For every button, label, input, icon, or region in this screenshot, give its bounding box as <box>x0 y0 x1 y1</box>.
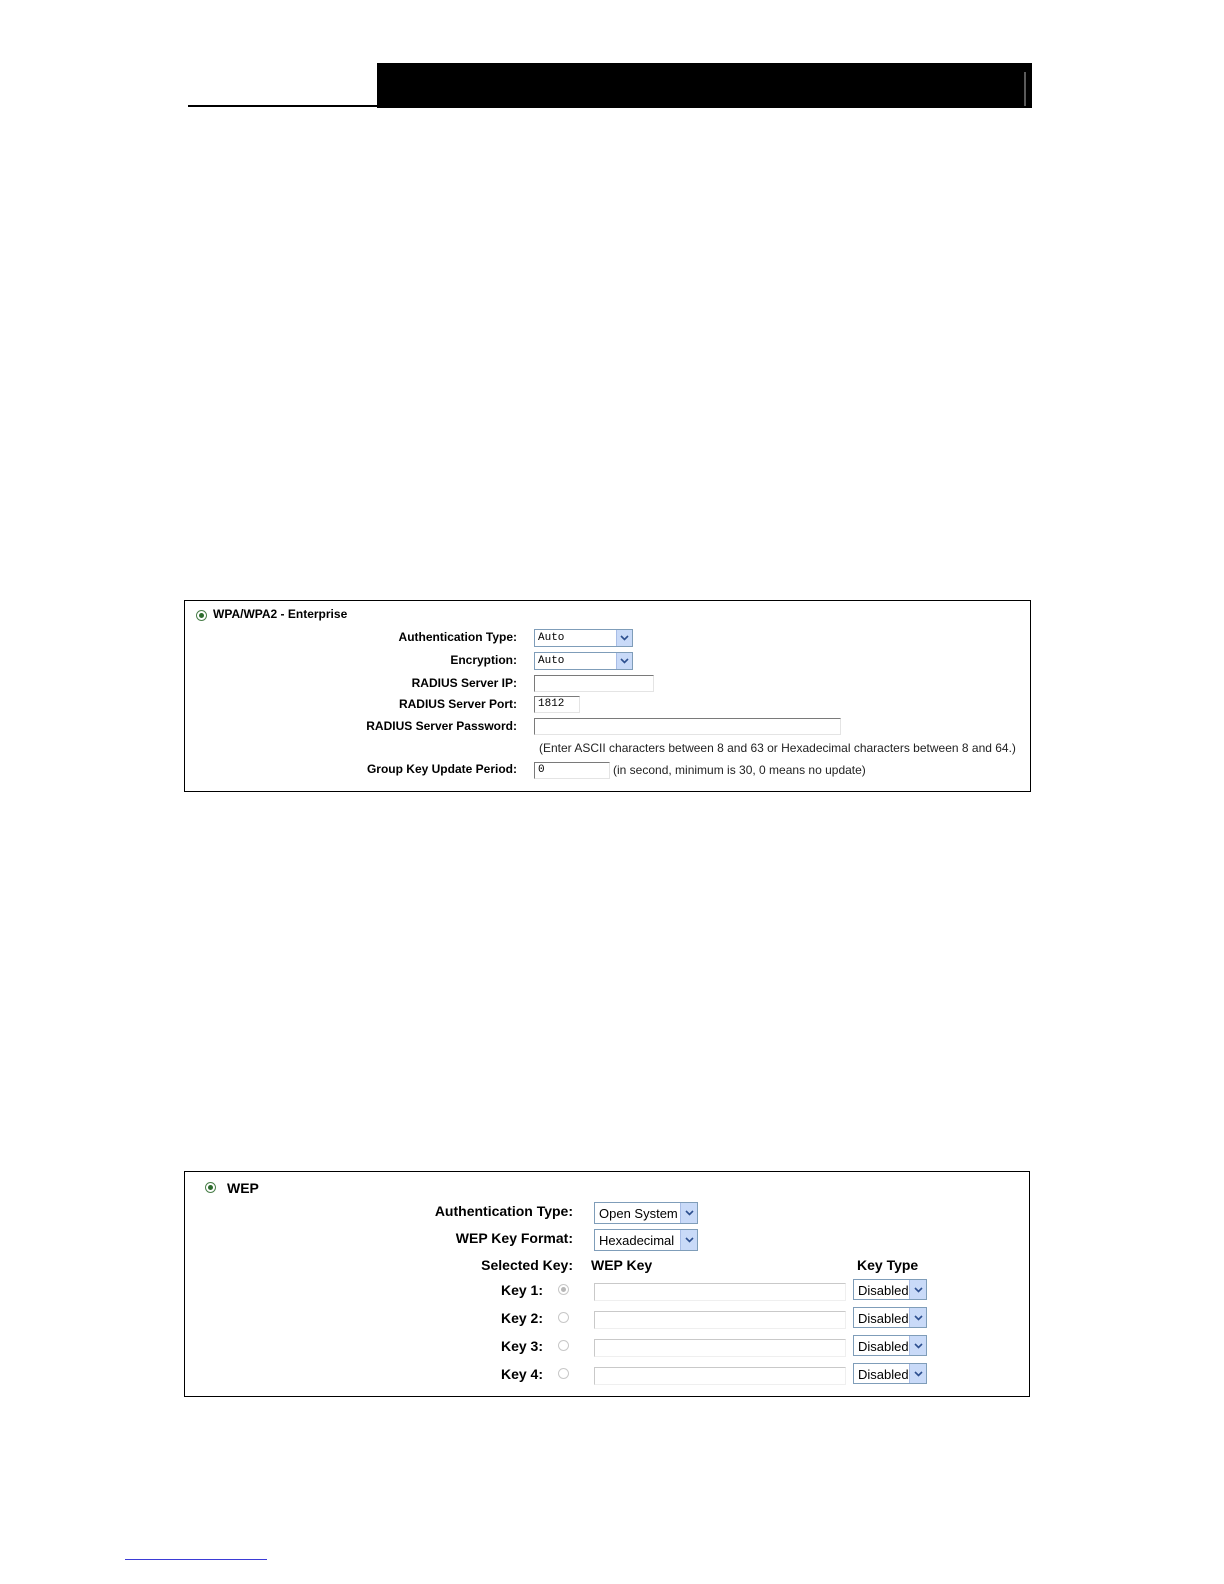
radius-server-port-input[interactable]: 1812 <box>534 696 580 713</box>
wpa-auth-type-label: Authentication Type: <box>398 630 517 644</box>
key-4-input[interactable] <box>594 1367 846 1385</box>
wpa-encryption-label: Encryption: <box>450 653 517 667</box>
wep-label: WEP <box>227 1180 259 1196</box>
wpa-encryption-select[interactable]: Auto <box>534 652 633 670</box>
group-key-update-period-label: Group Key Update Period: <box>366 762 517 776</box>
key-4-radio[interactable] <box>558 1368 569 1379</box>
wpa-auth-type-select[interactable]: Auto <box>534 629 633 647</box>
chevron-down-icon <box>909 1364 926 1383</box>
wep-panel <box>184 1171 1030 1397</box>
chevron-down-icon <box>909 1336 926 1355</box>
key-type-column-header: Key Type <box>857 1257 919 1273</box>
radius-server-password-label: RADIUS Server Password: <box>366 719 517 733</box>
key-2-label: Key 2: <box>500 1310 543 1326</box>
wpa-enterprise-panel <box>184 600 1031 792</box>
key-1-type-select[interactable]: Disabled <box>853 1279 927 1300</box>
group-key-update-period-hint: (in second, minimum is 30, 0 means no update) <box>613 763 866 777</box>
wep-auth-type-label: Authentication Type: <box>434 1203 573 1219</box>
chevron-down-icon <box>616 653 632 669</box>
chevron-down-icon <box>680 1230 697 1250</box>
group-key-update-period-input[interactable]: 0 <box>534 762 610 779</box>
chevron-down-icon <box>909 1308 926 1327</box>
header-bar <box>377 63 1032 108</box>
key-3-radio[interactable] <box>558 1340 569 1351</box>
wpa-enterprise-radio[interactable] <box>196 610 207 621</box>
key-2-radio[interactable] <box>558 1312 569 1323</box>
selected-key-label: Selected Key: <box>481 1257 573 1273</box>
wep-key-column-header: WEP Key <box>591 1257 653 1273</box>
wep-auth-type-select[interactable]: Open System <box>594 1202 698 1224</box>
chevron-down-icon <box>616 630 632 646</box>
key-1-radio[interactable] <box>558 1284 569 1295</box>
radius-server-ip-input[interactable] <box>534 675 654 692</box>
wep-key-format-select[interactable]: Hexadecimal <box>594 1229 698 1251</box>
chevron-down-icon <box>909 1280 926 1299</box>
wep-radio[interactable] <box>205 1182 216 1193</box>
key-2-type-select[interactable]: Disabled <box>853 1307 927 1328</box>
key-3-input[interactable] <box>594 1339 846 1357</box>
radius-server-password-input[interactable] <box>534 718 841 735</box>
key-1-input[interactable] <box>594 1283 846 1301</box>
chevron-down-icon <box>680 1203 697 1223</box>
wpa-enterprise-label: WPA/WPA2 - Enterprise <box>213 607 348 621</box>
key-4-label: Key 4: <box>500 1366 543 1382</box>
key-3-type-select[interactable]: Disabled <box>853 1335 927 1356</box>
password-hint: (Enter ASCII characters between 8 and 63 or Hexadecimal characters between 8 and 64.) <box>539 741 1016 755</box>
key-2-input[interactable] <box>594 1311 846 1329</box>
key-3-label: Key 3: <box>500 1338 543 1354</box>
key-1-label: Key 1: <box>500 1282 543 1298</box>
header-rule <box>188 105 378 107</box>
radius-server-port-label: RADIUS Server Port: <box>398 697 517 711</box>
key-4-type-select[interactable]: Disabled <box>853 1363 927 1384</box>
footer-link-underline[interactable] <box>125 1559 267 1560</box>
header-bar-accent <box>1024 72 1026 106</box>
radius-server-ip-label: RADIUS Server IP: <box>411 676 517 690</box>
wep-key-format-label: WEP Key Format: <box>455 1230 573 1246</box>
